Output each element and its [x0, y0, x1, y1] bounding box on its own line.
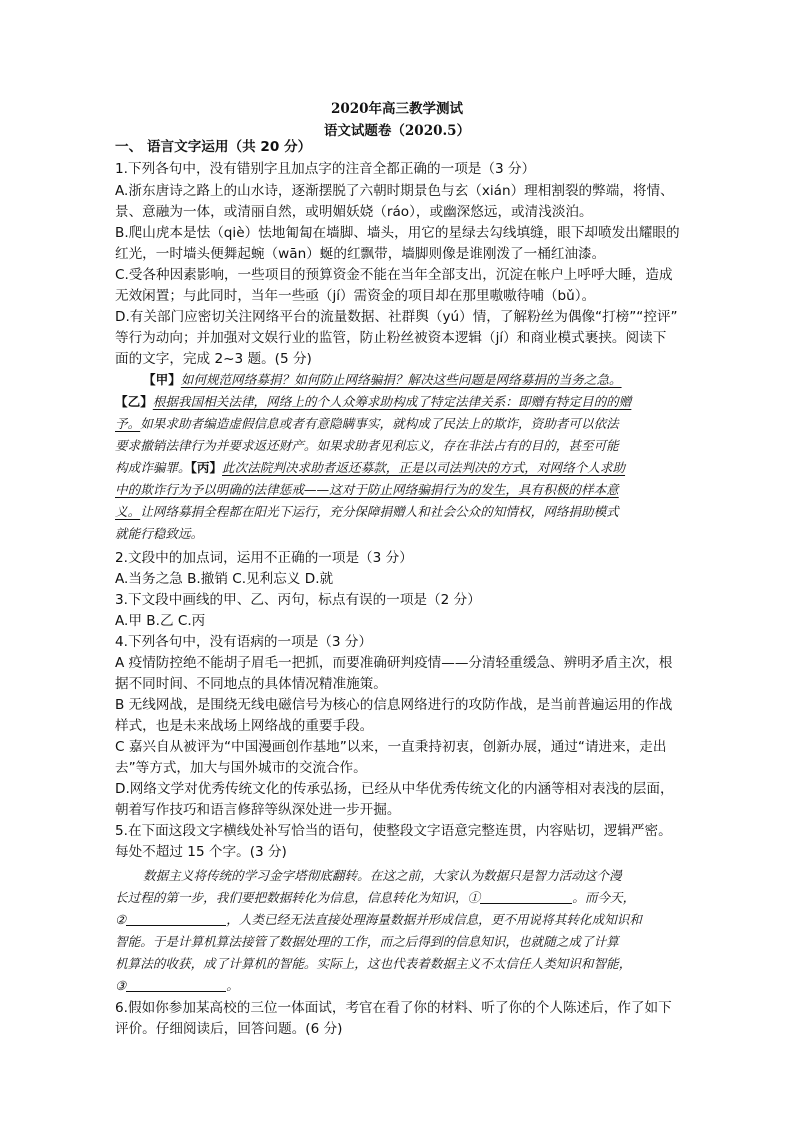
passage-jia — [143, 369, 688, 391]
q2-stem: 2.文段中的加点词，运用不正确的一项是（3 分） — [115, 550, 413, 566]
q1-option-d-cont: 等行为动向；并加强对文娱行业的监管，防止粉丝被资本逻辑（jí）和商业模式裹挟。阅读下 — [115, 330, 667, 346]
q4-option-a-cont: 据不同时间、不同地点的具体情况精准施策。 — [115, 676, 387, 692]
q3-stem: 3.下文段中画线的甲、乙、丙句，标点有误的一项是（2 分） — [115, 592, 481, 608]
sentence-bing-end: 义。 — [115, 504, 141, 519]
tag-bing: 【丙】 — [190, 460, 223, 475]
passage-text: 让网络募捐全程都在阳光下运行，充分保障捐赠人和社会公众的知情权，网络捐助模式 — [140, 504, 619, 519]
sentence-bing-cont: 中的欺诈行为予以明确的法律惩戒——这对于防止网络骗捐行为的发生，具有积极的样本意 — [115, 482, 619, 497]
q1-option-a: A.浙东唐诗之路上的山水诗，逐渐摆脱了六朝时期景色与玄（xián）理相割裂的弊端，将情、 — [115, 183, 674, 199]
q5-passage-line-6 — [115, 975, 685, 997]
q5-passage-line-3 — [115, 909, 685, 931]
fill-blank-2[interactable] — [126, 911, 226, 926]
q1-option-b-cont: 红光，一时墙头便舞起蜿（wān）蜒的红飘带，墙脚则像是谁刚泼了一桶红油漆。 — [115, 246, 606, 262]
passage-line-3 — [115, 413, 685, 435]
q6-stem-cont: 评价。仔细阅读后，回答问题。(6 分) — [115, 1021, 343, 1037]
q1-option-c-cont: 无效闲置；与此同时，当年一些亟（jí）需资金的项目却在那里嗷嗷待哺（bǔ）。 — [115, 288, 596, 304]
passage-yi — [115, 391, 685, 413]
q1-option-b: B.爬山虎本是怯（qiè）怯地匍匐在墙脚、墙头，用它的星绿去勾线填缝，眼下却喷发出耀眼的 — [115, 225, 680, 241]
q5-passage-line-2 — [115, 887, 685, 909]
q1-stem: 1.下列各句中，没有错别字且加点字的注音全都正确的一项是（3 分） — [115, 161, 536, 177]
passage-line-8: 就能行稳致远。 — [115, 526, 204, 541]
q4-option-b-cont: 样式，也是未来战场上网络战的重要手段。 — [115, 718, 374, 734]
passage-text: 长过程的第一步，我们要把数据转化为信息，信息转化为知识，① — [115, 890, 481, 905]
passage-text: 。而今天， — [572, 890, 636, 905]
tag-yi: 【乙】 — [115, 394, 153, 409]
q1-option-a-cont: 景、意融为一体，或清丽自然，或明媚妖娆（ráo），或幽深悠远，或清浅淡泊。 — [115, 204, 593, 220]
q4-option-c-cont: 去”等方式，加大与国外城市的交流合作。 — [115, 760, 367, 776]
q2-options: A.当务之急 B.撤销 C.见利忘义 D.就 — [115, 571, 334, 587]
q5-stem-cont: 每处不超过 15 个字。(3 分) — [115, 844, 287, 860]
passage-text: ③ — [115, 978, 127, 993]
sentence-yi: 根据我国相关法律，网络上的个人众筹求助构成了特定法律关系：即赠有特定目的的赠 — [152, 394, 632, 409]
q4-option-d-cont: 朝着写作技巧和语言修辞等纵深处进一步开掘。 — [115, 802, 401, 818]
passage-text: 。 — [226, 978, 239, 993]
q4-option-c: C 嘉兴自从被评为“中国漫画创作基地”以来，一直秉持初衷，创新办展，通过“请进来，走出 — [115, 739, 667, 755]
q5-passage-line-5: 机算法的收获，成了计算机的智能。实际上，这也代表着数据主义不太信任人类知识和智能， — [115, 956, 632, 971]
sentence-yi-end: 予。 — [115, 416, 141, 431]
q4-stem: 4.下列各句中，没有语病的一项是（3 分） — [115, 634, 373, 650]
q4-option-d: D.网络文学对优秀传统文化的传承弘扬，已经从中华优秀传统文化的内涵等相对表浅的层面， — [115, 781, 674, 797]
q4-option-a: A 疫情防控绝不能胡子眉毛一把抓，而要准确研判疫情——分清轻重缓急、辨明矛盾主次，根 — [115, 655, 673, 671]
exam-title: 2020年高三教学测试 — [330, 101, 464, 117]
passage-text: 如果求助者编造虚假信息或者有意隐瞒事实，就构成了民法上的欺诈，资助者可以依法 — [140, 416, 619, 431]
q4-option-b: B 无线网战，是围绕无线电磁信号为核心的信息网络进行的攻防作战，是当前普遍运用的作战 — [115, 697, 673, 713]
q5-passage-line-1: 数据主义将传统的学习金字塔彻底翻转。在这之前，大家认为数据只是智力活动这个漫 — [143, 868, 622, 883]
q5-passage-line-4: 智能。于是计算机算法接管了数据处理的工作，而之后得到的信息知识，也就随之成了计算 — [115, 934, 619, 949]
sentence-bing: 此次法院判决求助者返还募款，正是以司法判决的方式，对网络个人求助 — [222, 460, 626, 475]
q1-option-d-cont2: 面的文字，完成 2~3 题。(5 分) — [115, 351, 312, 367]
passage-text: ，人类已经无法直接处理海量数据并形成信息，更不用说将其转化成知识和 — [226, 912, 642, 927]
passage-line-7 — [115, 501, 685, 523]
passage-text: ② — [115, 912, 127, 927]
q6-stem: 6.假如你参加某高校的三位一体面试，考官在看了你的材料、听了你的个人陈述后，作了如下 — [115, 1000, 672, 1016]
section-heading: 一、 语言文字运用（共 20 分） — [115, 139, 312, 155]
passage-line-5 — [115, 457, 685, 479]
passage-text: 构成诈骗罪。 — [115, 460, 191, 475]
q1-option-c: C.受各种因素影响，一些项目的预算资金不能在当年全部支出，沉淀在帐户上呼呼大睡，造成 — [115, 267, 673, 283]
q5-stem: 5.在下面这段文字横线处补写恰当的语句，使整段文字语意完整连贯，内容贴切，逻辑严密。 — [115, 823, 672, 839]
passage-line-4: 要求撤销法律行为并要求返还财产。如果求助者见利忘义，存在非法占有的目的，甚至可能 — [115, 438, 619, 453]
q1-option-d: D.有关部门应密切关注网络平台的流量数据、社群舆（yú）情，了解粉丝为偶像“打榜”“控评” — [115, 309, 678, 325]
q3-options: A.甲 B.乙 C.丙 — [115, 613, 206, 629]
tag-jia: 【甲】 — [143, 372, 181, 387]
sentence-jia: 如何规范网络募捐？如何防止网络骗捐？解决这些问题是网络募捐的当务之急。 — [180, 372, 622, 387]
exam-subtitle: 语文试题卷（2020.5） — [323, 123, 471, 139]
passage-line-6 — [115, 479, 685, 501]
fill-blank-3[interactable] — [126, 977, 226, 992]
fill-blank-1[interactable] — [480, 889, 572, 904]
